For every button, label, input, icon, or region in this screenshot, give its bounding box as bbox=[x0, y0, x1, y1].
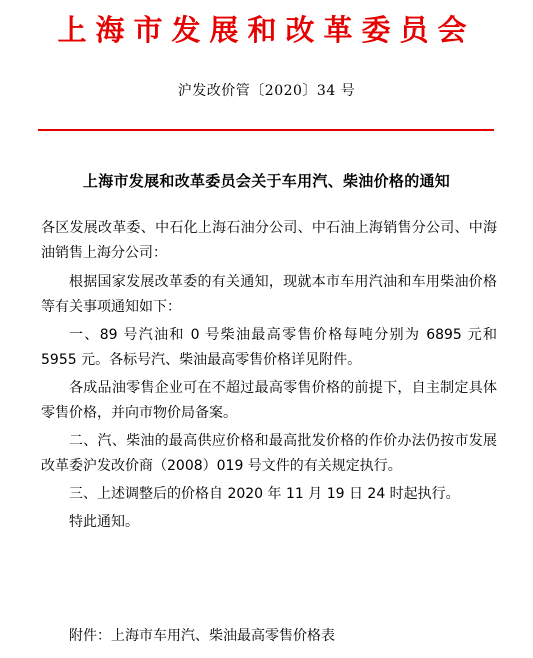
salutation: 各区发展改革委、中石化上海石油分公司、中石油上海销售分公司、中海油销售上海分公司： bbox=[41, 220, 497, 261]
paragraph-item-2: 二、汽、柴油的最高供应价格和最高批发价格的作价办法仍按市发展改革委沪发改价商（2008）019 号文件的有关规定执行。 bbox=[41, 433, 497, 474]
salutation-block bbox=[41, 216, 497, 269]
paragraph-closing: 特此通知。 bbox=[69, 514, 139, 530]
notice-body bbox=[41, 270, 497, 538]
attachment-note: 附件：上海市车用汽、柴油最高零售价格表 bbox=[69, 628, 335, 644]
issuing-authority-header: 上海市发展和改革委员会 bbox=[57, 13, 476, 47]
paragraph-intro: 根据国家发展改革委的有关通知，现就本市车用汽油和车用柴油价格等有关事项通知如下： bbox=[41, 274, 497, 315]
notice-title: 上海市发展和改革委员会关于车用汽、柴油价格的通知 bbox=[82, 172, 451, 190]
paragraph-item-1: 一、89 号汽油和 0 号柴油最高零售价格每吨分别为 6895 元和 5955 元。各标号汽、柴油最高零售价格详见附件。 bbox=[41, 327, 497, 368]
paragraph-item-3: 三、上述调整后的价格自 2020 年 11 月 19 日 24 时起执行。 bbox=[69, 486, 460, 502]
paragraph-retail-pricing: 各成品油零售企业可在不超过最高零售价格的前提下，自主制定具体零售价格，并向市物价局备案。 bbox=[41, 380, 497, 421]
document-number: 沪发改价管〔2020〕34 号 bbox=[177, 83, 356, 99]
red-divider-line bbox=[38, 129, 494, 131]
